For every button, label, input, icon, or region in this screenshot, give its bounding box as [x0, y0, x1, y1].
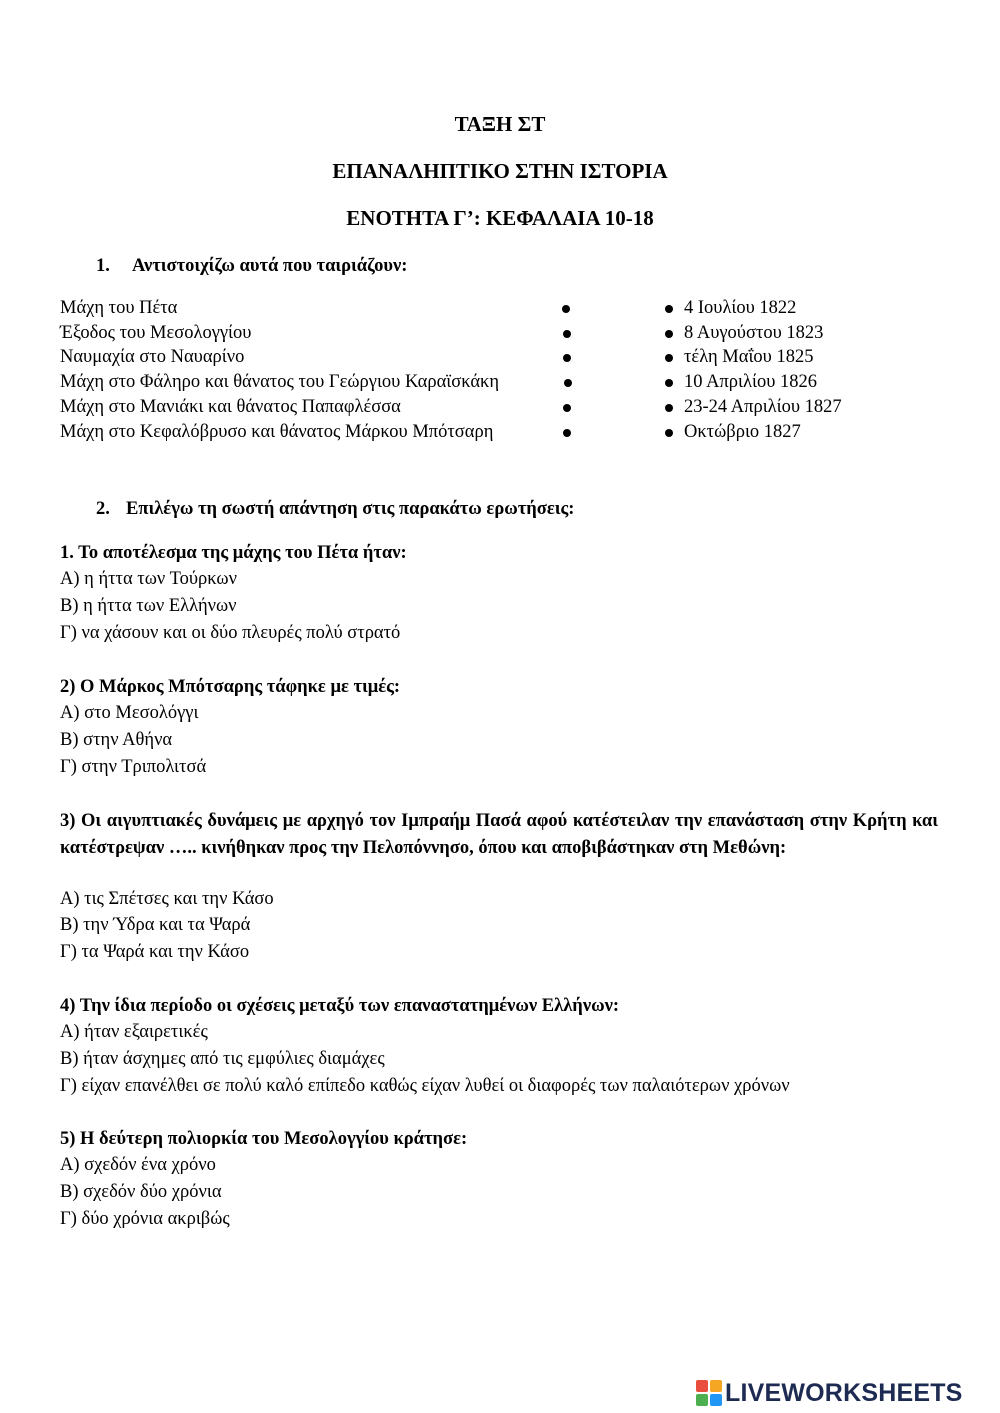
- question-3: 3) Οι αιγυπτιακές δυνάμεις με αρχηγό τον Ιμπραήμ Πασά αφού κατέστειλαν την επανάσταση στην Κρήτη και κατέστρεψαν ….. κινήθηκαν προς την Πελοπόννησο, όπου και αποβιβάστηκαν στη Μεθώνη:: [60, 811, 938, 858]
- exercise-1-instruction: Αντιστοιχίζω αυτά που ταιριάζουν:: [132, 256, 408, 276]
- match-right-dot[interactable]: [665, 354, 673, 362]
- match-right-item: τέλη Μαΐου 1825: [684, 347, 814, 367]
- match-left-item: Μάχη στο Φάληρο και θάνατος του Γεώργιου Καραϊσκάκη: [60, 372, 500, 392]
- question-5: 5) Η δεύτερη πολιορκία του Μεσολογγίου κράτησε:: [60, 1129, 468, 1149]
- answer-option[interactable]: Β) στην Αθήνα: [60, 730, 173, 750]
- answer-option[interactable]: Β) ήταν άσχημες από τις εμφύλιες διαμάχες: [60, 1049, 385, 1069]
- match-left-dot[interactable]: [563, 429, 571, 437]
- worksheet-class: ΤΑΞΗ ΣΤ: [454, 112, 546, 136]
- match-right-item: Οκτώβριο 1827: [684, 422, 801, 442]
- exercise-2-instruction: Επιλέγω τη σωστή απάντηση στις παρακάτω ερωτήσεις:: [126, 499, 575, 519]
- question-2: 2) Ο Μάρκος Μπότσαρης τάφηκε με τιμές:: [60, 677, 401, 697]
- question-1: 1. Το αποτέλεσμα της μάχης του Πέτα ήταν:: [60, 543, 407, 563]
- answer-option[interactable]: Β) η ήττα των Ελλήνων: [60, 596, 237, 616]
- answer-option[interactable]: Γ) είχαν επανέλθει σε πολύ καλό επίπεδο καθώς είχαν λυθεί οι διαφορές των παλαιότερων χρόνων: [60, 1076, 790, 1096]
- answer-option[interactable]: Α) ήταν εξαιρετικές: [60, 1022, 208, 1042]
- liveworksheets-logo-text: LIVEWORKSHEETS: [725, 1378, 963, 1407]
- exercise-1-number: 1.: [96, 256, 110, 276]
- answer-option[interactable]: Γ) τα Ψαρά και την Κάσο: [60, 942, 250, 962]
- liveworksheets-logo-icon: [696, 1380, 722, 1406]
- match-right-dot[interactable]: [665, 404, 673, 412]
- worksheet-unit: ΕΝΟΤΗΤΑ Γ’: ΚΕΦΑΛΑΙΑ 10-18: [346, 206, 654, 230]
- match-left-item: Μάχη του Πέτα: [60, 298, 178, 318]
- answer-option[interactable]: Β) την Ύδρα και τα Ψαρά: [60, 915, 251, 935]
- answer-option[interactable]: Α) τις Σπέτσες και την Κάσο: [60, 889, 274, 909]
- match-right-item: 4 Ιουλίου 1822: [684, 298, 797, 318]
- match-left-item: Έξοδος του Μεσολογγίου: [60, 323, 252, 343]
- answer-option[interactable]: Α) η ήττα των Τούρκων: [60, 569, 237, 589]
- answer-option[interactable]: Α) στο Μεσολόγγι: [60, 703, 199, 723]
- match-right-dot[interactable]: [665, 305, 673, 313]
- answer-option[interactable]: Γ) να χάσουν και οι δύο πλευρές πολύ στρατό: [60, 623, 401, 643]
- match-right-item: 8 Αυγούστου 1823: [684, 323, 824, 343]
- match-left-item: Μάχη στο Μανιάκι και θάνατος Παπαφλέσσα: [60, 397, 401, 417]
- match-right-dot[interactable]: [665, 330, 673, 338]
- match-left-dot[interactable]: [564, 379, 572, 387]
- worksheet-title: ΕΠΑΝΑΛΗΠΤΙΚΟ ΣΤΗΝ ΙΣΤΟΡΙΑ: [332, 159, 668, 183]
- answer-option[interactable]: Β) σχεδόν δύο χρόνια: [60, 1182, 222, 1202]
- question-4: 4) Την ίδια περίοδο οι σχέσεις μεταξύ των επαναστατημένων Ελλήνων:: [60, 996, 620, 1016]
- match-left-dot[interactable]: [562, 305, 570, 313]
- answer-option[interactable]: Γ) στην Τριπολιτσά: [60, 757, 207, 777]
- match-right-item: 23-24 Απριλίου 1827: [684, 397, 842, 417]
- answer-option[interactable]: Α) σχεδόν ένα χρόνο: [60, 1155, 216, 1175]
- match-right-dot[interactable]: [665, 429, 673, 437]
- exercise-2-number: 2.: [96, 499, 110, 519]
- match-right-dot[interactable]: [665, 379, 673, 387]
- match-left-dot[interactable]: [563, 354, 571, 362]
- answer-option[interactable]: Γ) δύο χρόνια ακριβώς: [60, 1209, 230, 1229]
- match-left-dot[interactable]: [563, 330, 571, 338]
- match-right-item: 10 Απριλίου 1826: [684, 372, 817, 392]
- match-left-item: Μάχη στο Κεφαλόβρυσο και θάνατος Μάρκου Μπότσαρη: [60, 422, 494, 442]
- liveworksheets-logo[interactable]: [696, 1378, 963, 1408]
- match-left-dot[interactable]: [563, 404, 571, 412]
- match-left-item: Ναυμαχία στο Ναυαρίνο: [60, 347, 245, 367]
